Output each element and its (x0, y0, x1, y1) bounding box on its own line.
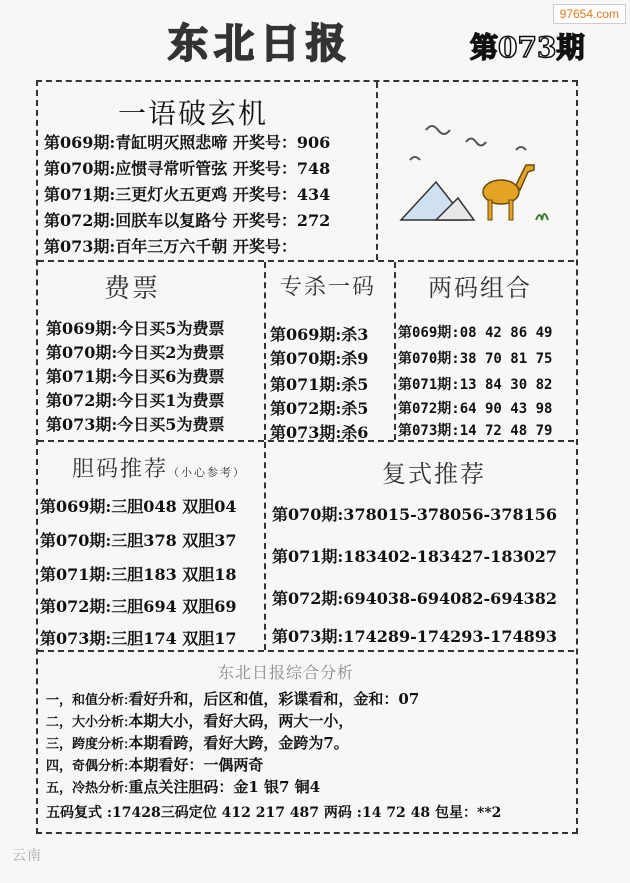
kill-two-divider (394, 262, 396, 440)
section-divider-1 (38, 260, 574, 262)
analysis-title: 东北日报综合分析 (218, 663, 355, 682)
cloud-icon (410, 157, 420, 160)
compound-line: 第070期:378015-378056-378156 (272, 505, 557, 524)
free-ticket-line: 第070期:今日买2为费票 (46, 343, 225, 362)
dan-compound-divider (264, 442, 266, 650)
analysis-text: 本期看跨，看好大跨，金跨为7。 (128, 734, 349, 752)
free-ticket-line: 第072期:今日买1为费票 (46, 391, 225, 410)
free-ticket-line: 第071期:今日买6为费票 (46, 367, 225, 386)
analysis-label: 一，和值分析: (46, 692, 129, 707)
riddle-line: 第073期:百年三万六千朝 开奖号： (44, 237, 297, 256)
site-watermark: 97654.com (553, 4, 626, 24)
analysis-label: 二，大小分析: (46, 714, 129, 729)
dan-code-note: （小心参考） (168, 466, 247, 479)
compound-title: 复式推荐 (382, 460, 486, 488)
kill-code-line: 第072期:杀5 (270, 399, 369, 418)
two-code-line: 第073期:14 72 48 79 (398, 423, 553, 439)
analysis-footer: 五码复式 :17428三码定位 412 217 487 两码 :14 72 48 包星：**2 (46, 805, 502, 821)
section-divider-3 (38, 650, 574, 652)
analysis-line (46, 688, 419, 709)
dan-code-title (72, 452, 246, 483)
cloud-icon (516, 147, 526, 150)
riddle-line: 第072期:回朕车以复路兮 开奖号：272 (44, 211, 331, 230)
grass-icon (536, 214, 548, 220)
dan-code-line: 第070期:三胆378 双胆37 (40, 531, 237, 550)
analysis-text: 本期大小，看好大码，两大一小， (128, 712, 354, 730)
two-code-line: 第072期:64 90 43 98 (398, 401, 553, 417)
compound-line: 第072期:694038-694082-694382 (272, 589, 557, 608)
kill-code-title: 专杀一码 (280, 275, 377, 300)
two-code-line: 第069期:08 42 86 49 (398, 325, 553, 341)
compound-line: 第071期:183402-183427-183027 (272, 547, 557, 566)
kill-code-line: 第070期:杀9 (270, 349, 369, 368)
free-ticket-title: 费票 (104, 274, 161, 304)
dan-code-line: 第072期:三胆694 双胆69 (40, 597, 237, 616)
dan-code-title-text: 胆码推荐 (72, 457, 169, 482)
two-code-line: 第071期:13 84 30 82 (398, 377, 553, 393)
kill-code-line: 第073期:杀6 (270, 423, 369, 442)
analysis-label: 四，奇偶分析: (46, 758, 129, 773)
compound-line: 第073期:174289-174293-174893 (272, 627, 557, 646)
free-ticket-line: 第069期:今日买5为费票 (46, 319, 225, 338)
analysis-text: 本期看好：一偶两奇 (128, 756, 264, 774)
analysis-text: 看好升和，后区和值，彩谍看和，金和：07 (128, 690, 420, 708)
dan-code-line: 第071期:三胆183 双胆18 (40, 565, 237, 584)
analysis-line (46, 776, 320, 797)
riddle-title: 一语破玄机 (118, 97, 269, 130)
cloud-icon (426, 126, 450, 134)
free-ticket-line: 第073期:今日买5为费票 (46, 415, 225, 434)
dan-code-line: 第073期:三胆174 双胆17 (40, 629, 237, 648)
two-code-title: 两码组合 (428, 274, 532, 302)
analysis-line (46, 710, 353, 731)
corner-logo: 云南 (12, 848, 42, 864)
riddle-line: 第070期:应惯寻常听管弦 开奖号：748 (44, 159, 331, 178)
free-kill-divider (264, 262, 266, 440)
riddle-line: 第071期:三更灯火五更鸡 开奖号：434 (44, 185, 331, 204)
analysis-label: 五，冷热分析: (46, 780, 129, 795)
camel-icon (483, 165, 534, 220)
issue-number: 第073期 (470, 31, 585, 64)
riddle-line: 第069期:青缸明灭照悲啼 开奖号：906 (44, 133, 331, 152)
dan-code-line: 第069期:三胆048 双胆04 (40, 497, 237, 516)
newspaper-masthead: 东北日报 (168, 20, 352, 67)
kill-code-line: 第069期:杀3 (270, 325, 369, 344)
analysis-text: 重点关注胆码：金1 银7 铜4 (128, 778, 321, 796)
analysis-line (46, 754, 263, 775)
riddle-divider (376, 82, 378, 260)
analysis-line (46, 732, 349, 753)
riddle-illustration (396, 120, 566, 230)
analysis-label: 三，跨度分析: (46, 736, 129, 751)
two-code-line: 第070期:38 70 81 75 (398, 351, 553, 367)
kill-code-line: 第071期:杀5 (270, 375, 369, 394)
cloud-icon (466, 139, 486, 146)
